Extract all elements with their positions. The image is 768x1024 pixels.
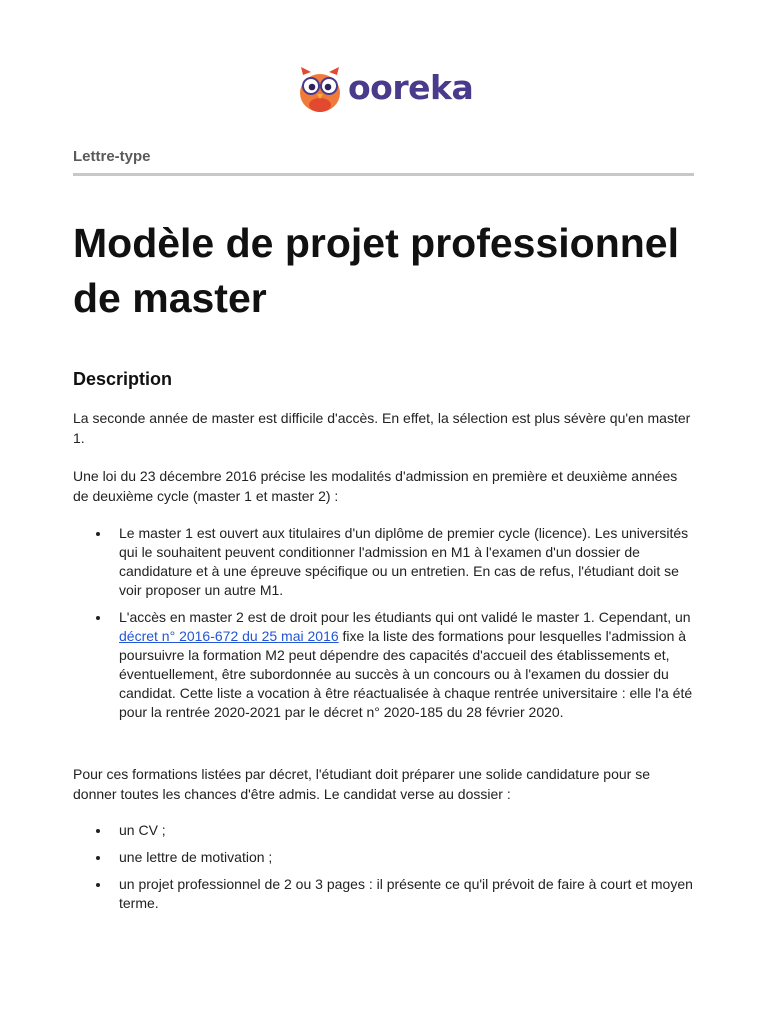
brand-name: ooreka	[348, 68, 474, 107]
list-item: Le master 1 est ouvert aux titulaires d'un diplôme de premier cycle (licence). Les universités qui le souhaitent peuvent conditionner l'admission en M1 à l'examen d'un dossier de candidature et à une épreuve spécifique ou un entretien. En cas de refus, l'étudiant doit se voir proposer un autre M1.	[73, 524, 693, 600]
list-item: un projet professionnel de 2 ou 3 pages : il présente ce qu'il prévoit de faire à court et moyen terme.	[73, 875, 693, 913]
decree-link[interactable]: décret n° 2016-672 du 25 mai 2016	[119, 628, 339, 644]
list-item	[73, 608, 693, 722]
list-item: une lettre de motivation ;	[73, 848, 693, 867]
list-item: un CV ;	[73, 821, 693, 840]
divider	[73, 173, 694, 176]
section-heading: Description	[73, 369, 173, 389]
list-item-text: L'accès en master 2 est de droit pour les étudiants qui ont validé le master 1. Cependant, un	[119, 609, 691, 625]
list-item-text: fixe la liste des formations pour lesquelles l'admission à poursuivre la formation M2 peut dépendre des capacités d'accueil des établissements et, éventuellement, être subordonnée au succès à un concours ou à l'examen du dossier du candidat. Cette liste a vocation à être réactualisée à chaque rentrée universitaire : elle l'a été pour la rentrée 2020-2021 par le décret n° 2020-185 du 28 février 2020.	[119, 628, 693, 720]
admission-list	[73, 524, 693, 722]
owl-logo-icon	[297, 66, 343, 114]
paragraph-intro: La seconde année de master est difficile d'accès. En effet, la sélection est plus sévère qu'en master 1.	[73, 410, 691, 446]
paragraph-dossier: Pour ces formations listées par décret, l'étudiant doit préparer une solide candidature pour se donner toutes les chances d'être admis. Le candidat verse au dossier :	[73, 766, 651, 802]
dossier-list	[73, 821, 693, 913]
page-title: Modèle de projet professionnel de master	[73, 220, 679, 321]
paragraph-law: Une loi du 23 décembre 2016 précise les modalités d'admission en première et deuxième années de deuxième cycle (master 1 et master 2) :	[73, 468, 678, 504]
category-label: Lettre-type	[73, 148, 151, 165]
ooreka-logo[interactable]	[297, 66, 473, 114]
